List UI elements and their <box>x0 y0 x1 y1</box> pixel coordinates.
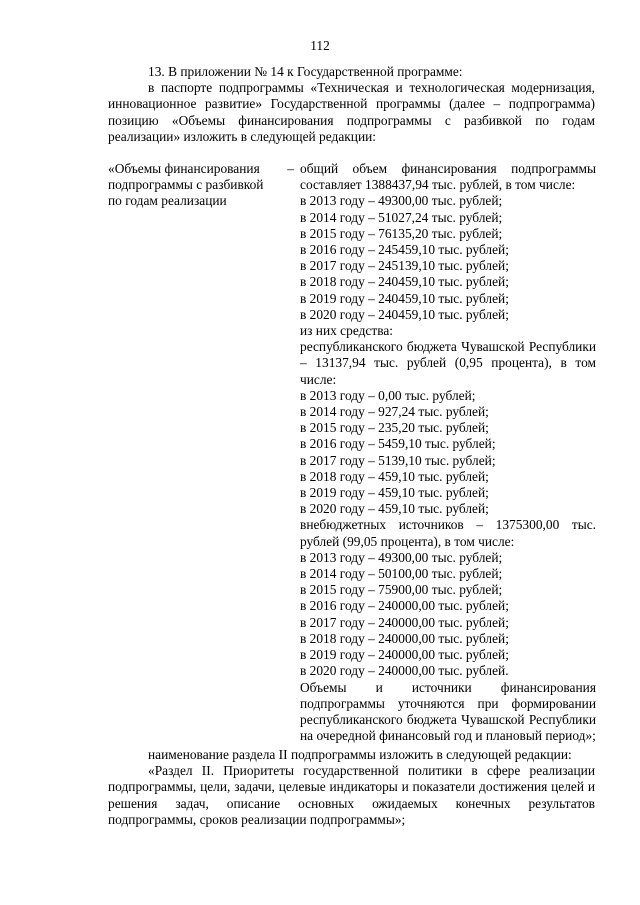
republic-budget-paragraph: республиканского бюджета Чувашской Республики – 13137,94 тыс. рублей (0,95 процента), в том числе: <box>300 339 596 387</box>
section-title-paragraph: «Раздел II. Приоритеты государственной политики в сфере реализации подпрограммы, цели, задачи, целевые индикаторы и показатели достижения целей и решения задач, описание основных ожидаемых конечных результатов подпрограммы, сроков реализации подпрограммы»; <box>108 763 595 827</box>
extrabudget-year-item: в 2013 году – 49300,00 тыс. рублей; <box>300 549 503 565</box>
extrabudget-year-item: в 2016 году – 240000,00 тыс. рублей; <box>300 598 509 614</box>
page-number: 112 <box>310 38 330 53</box>
extrabudget-paragraph: внебюджетных источников – 1375300,00 тыс. рублей (99,05 процента), в том числе: <box>300 517 596 549</box>
closing-paragraph: Объемы и источники финансирования подпрограммы уточняются при формировании республиканского бюджета Чувашской Республики на очередной финансовый год и плановый период»; <box>300 679 596 744</box>
republic-year-item: в 2013 году – 0,00 тыс. рублей; <box>300 387 476 403</box>
extrabudget-year-item: в 2018 году – 240000,00 тыс. рублей; <box>300 630 509 646</box>
outro-section <box>108 747 595 828</box>
total-year-item: в 2015 году – 76135,20 тыс. рублей; <box>300 225 503 241</box>
republic-year-item: в 2019 году – 459,10 тыс. рублей; <box>300 485 489 501</box>
total-year-item: в 2019 году – 240459,10 тыс. рублей; <box>300 290 509 306</box>
republic-year-item: в 2014 году – 927,24 тыс. рублей; <box>300 404 489 420</box>
position-label-line-3: по годам реализации <box>108 193 227 209</box>
position-label-line-2: подпрограммы с разбивкой <box>108 177 264 193</box>
total-year-item: в 2014 году – 51027,24 тыс. рублей; <box>300 209 503 225</box>
position-label-line-1 <box>108 161 294 177</box>
republic-year-item: в 2016 году – 5459,10 тыс. рублей; <box>300 436 496 452</box>
intro-section <box>108 64 595 145</box>
section-rename-line: наименование раздела II подпрограммы изложить в следующей редакции: <box>148 747 572 762</box>
total-year-item: в 2017 году – 245139,10 тыс. рублей; <box>300 258 509 274</box>
republic-year-item: в 2020 году – 459,10 тыс. рублей; <box>300 501 489 517</box>
extrabudget-year-item: в 2020 году – 240000,00 тыс. рублей. <box>300 663 509 679</box>
republic-year-item: в 2018 году – 459,10 тыс. рублей; <box>300 468 489 484</box>
extrabudget-year-item: в 2019 году – 240000,00 тыс. рублей; <box>300 647 509 663</box>
total-line-2: составляет 1388437,94 тыс. рублей, в том числе: <box>300 177 576 193</box>
extrabudget-year-item: в 2014 году – 50100,00 тыс. рублей; <box>300 566 503 582</box>
financing-details-column <box>300 161 596 744</box>
amendment-paragraph: в паспорте подпрограммы «Техническая и технологическая модернизация, инновационное развитие» Государственной программы (далее – подпрограмма) позицию «Объемы финансирования подпрограммы с разбивкой по годам реализации» изложить в следующей редакции: <box>108 80 595 144</box>
total-years-list <box>300 193 596 323</box>
position-label-dash: – <box>287 161 294 176</box>
republic-years-list <box>300 388 596 518</box>
republic-year-item: в 2017 году – 5139,10 тыс. рублей; <box>300 452 496 468</box>
total-year-item: в 2013 году – 49300,00 тыс. рублей; <box>300 193 503 209</box>
position-label-text: «Объемы финансирования <box>108 161 260 176</box>
of-them-line: из них средства: <box>300 323 394 339</box>
total-line-1: общий объем финансирования подпрограммы <box>300 161 596 176</box>
extrabudget-years-list <box>300 550 596 680</box>
total-year-item: в 2016 году – 245459,10 тыс. рублей; <box>300 242 509 258</box>
total-year-item: в 2020 году – 240459,10 тыс. рублей; <box>300 306 509 322</box>
total-year-item: в 2018 году – 240459,10 тыс. рублей; <box>300 274 509 290</box>
extrabudget-year-item: в 2015 году – 75900,00 тыс. рублей; <box>300 582 503 598</box>
amendment-heading: 13. В приложении № 14 к Государственной программе: <box>148 64 463 79</box>
position-label-column <box>108 161 294 210</box>
republic-year-item: в 2015 году – 235,20 тыс. рублей; <box>300 420 489 436</box>
extrabudget-year-item: в 2017 году – 240000,00 тыс. рублей; <box>300 614 509 630</box>
